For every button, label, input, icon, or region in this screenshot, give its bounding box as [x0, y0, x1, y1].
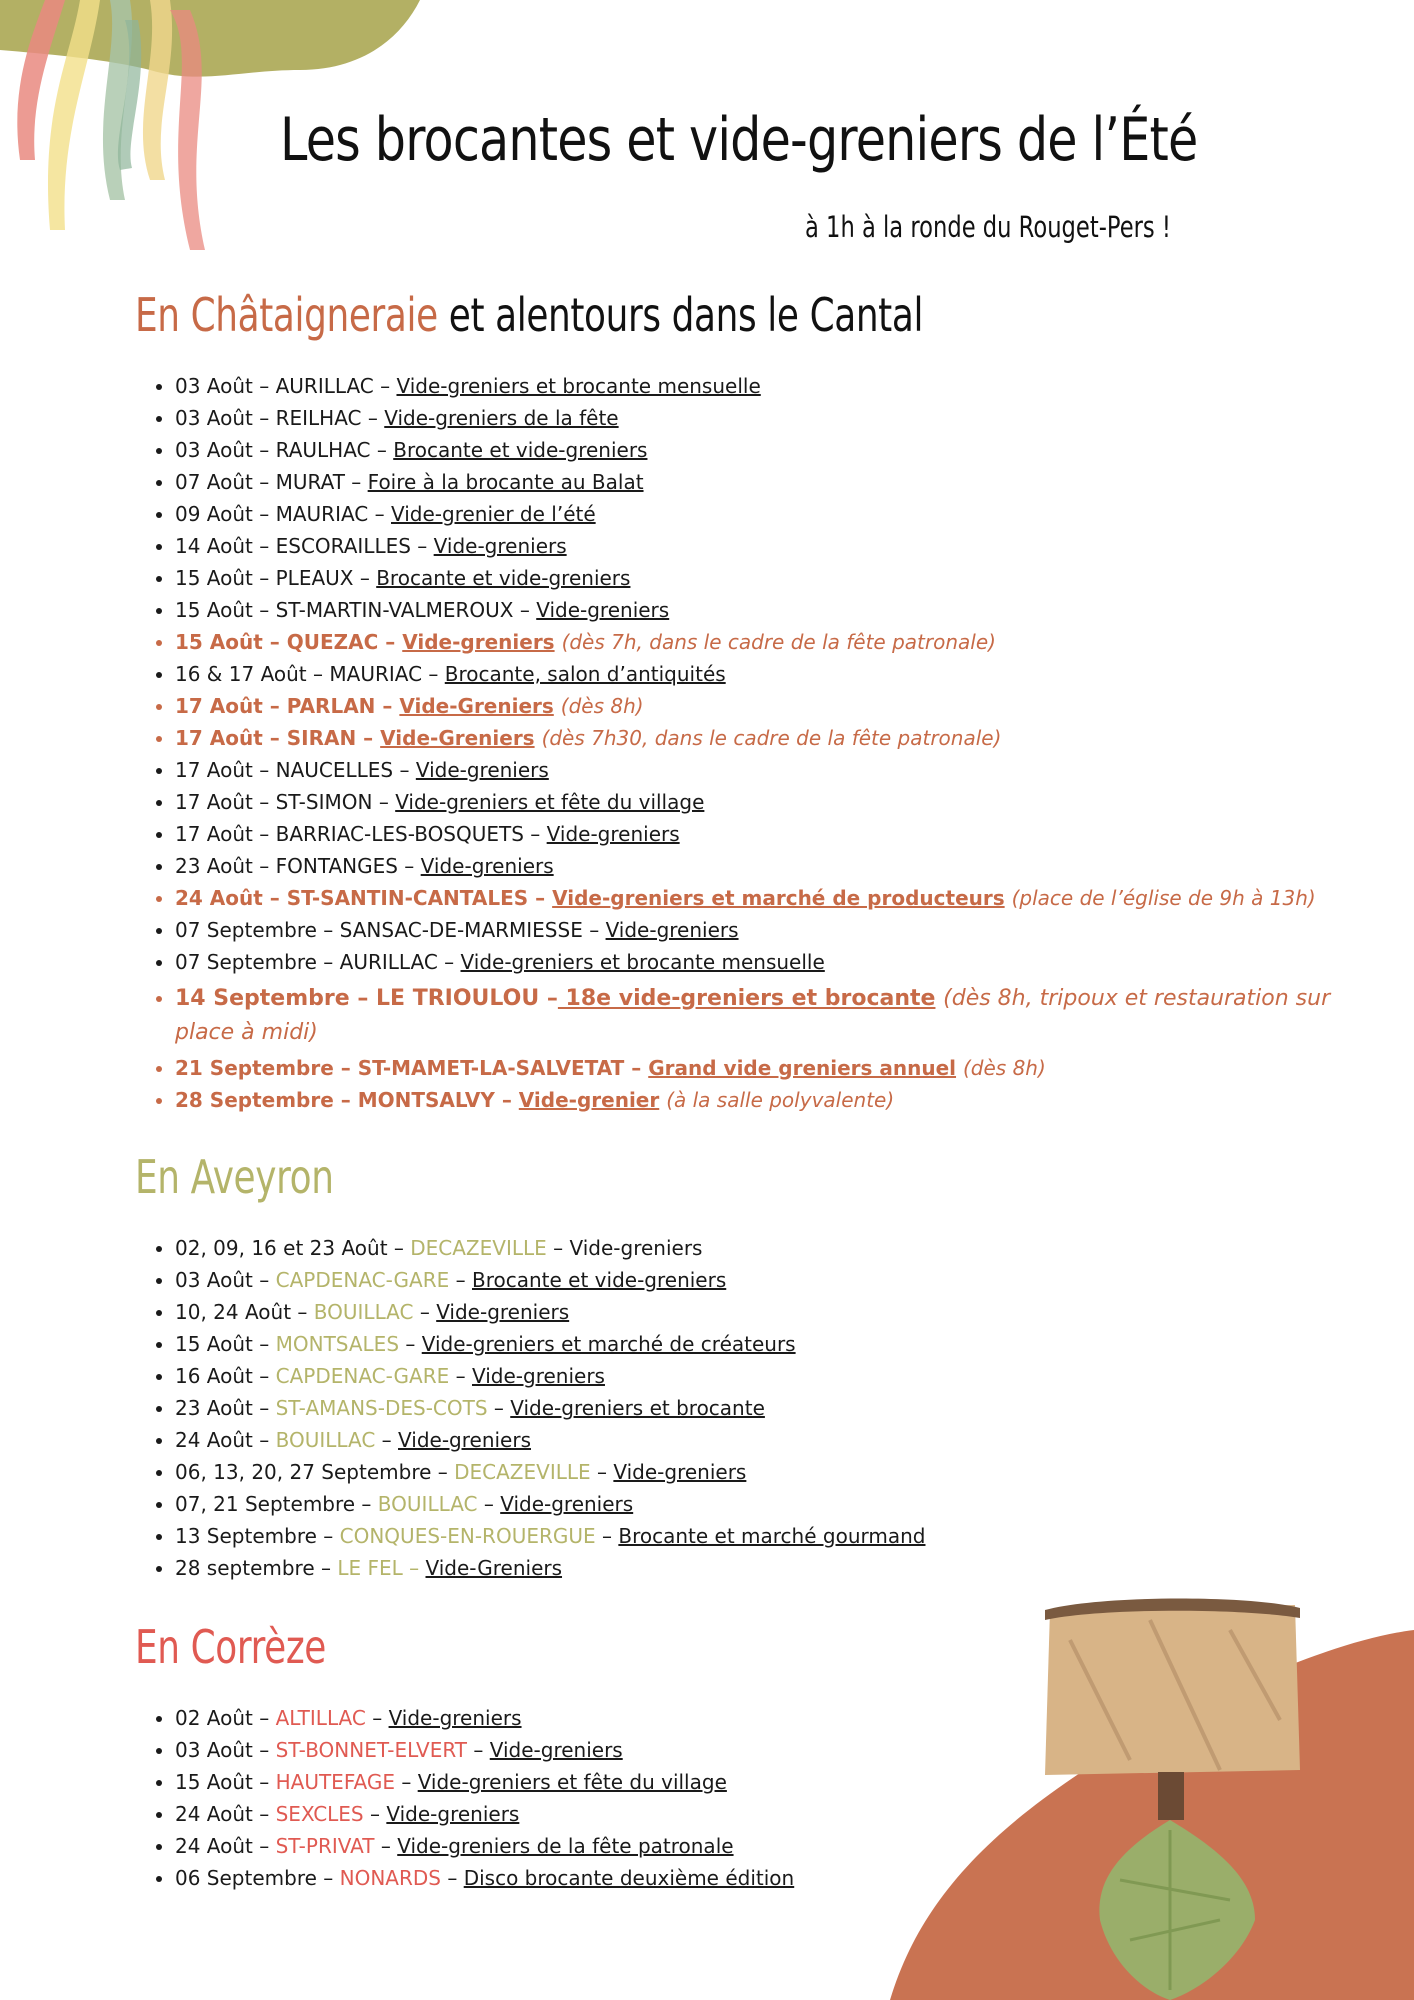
event-town: SANSAC-DE-MARMIESSE [339, 918, 583, 942]
event-link[interactable]: Brocante et marché gourmand [618, 1524, 926, 1548]
event-town: QUEZAC [286, 630, 379, 654]
list-item: • 24 Août – ST-PRIVAT – Vide-greniers de la fête patronale [175, 1830, 1335, 1862]
list-item: • 07 Août – MURAT – Foire à la brocante au Balat [175, 466, 1335, 498]
list-item: • 16 Août – CAPDENAC-GARE – Vide-greniers [175, 1360, 1335, 1392]
event-link[interactable]: Brocante et vide-greniers [376, 566, 631, 590]
event-date: 17 Août [175, 758, 253, 782]
correze-event-list [150, 1702, 1335, 1894]
event-town: MONTSALES [275, 1332, 400, 1356]
event-note: (dès 7h, dans le cadre de la fête patronale) [561, 630, 996, 654]
event-note: (dès 8h, tripoux et restauration sur place à midi) [175, 986, 1331, 1045]
list-item: • 15 Août – MONTSALES – Vide-greniers et marché de créateurs [175, 1328, 1335, 1360]
event-town: BOUILLAC [377, 1492, 478, 1516]
list-item: • 24 Août – ST-SANTIN-CANTALES – Vide-greniers et marché de producteurs (place de l’église de 9h à 13h) [175, 882, 1335, 914]
event-town: PLEAUX [275, 566, 354, 590]
list-item: • 17 Août – ST-SIMON – Vide-greniers et fête du village [175, 786, 1335, 818]
event-town: ST-MARTIN-VALMEROUX [275, 598, 514, 622]
list-item: • 02, 09, 16 et 23 Août – DECAZEVILLE – Vide-greniers [175, 1232, 1335, 1264]
event-link[interactable]: Brocante et vide-greniers [393, 438, 648, 462]
event-link[interactable]: Vide-greniers [388, 1706, 522, 1730]
list-item: • 03 Août – RAULHAC – Brocante et vide-greniers [175, 434, 1335, 466]
event-date: 28 septembre [175, 1556, 315, 1580]
event-town: BOUILLAC [313, 1300, 414, 1324]
event-date: 24 Août [175, 1428, 253, 1452]
list-item: • 03 Août – ST-BONNET-ELVERT – Vide-greniers [175, 1734, 1335, 1766]
event-town: ST-BONNET-ELVERT [275, 1738, 468, 1762]
event-town: ST-SIMON [275, 790, 373, 814]
event-date: 28 Septembre [175, 1088, 334, 1112]
event-date: 13 Septembre [175, 1524, 317, 1548]
event-date: 03 Août [175, 438, 253, 462]
event-date: 15 Août [175, 566, 253, 590]
event-note: (à la salle polyvalente) [666, 1088, 895, 1112]
event-date: 17 Août [175, 694, 263, 718]
section-heading-correze: En Corrèze [135, 1620, 326, 1674]
event-link[interactable]: Vide-greniers et fête du village [395, 790, 705, 814]
list-item: • 09 Août – MAURIAC – Vide-grenier de l’été [175, 498, 1335, 530]
event-link[interactable]: Vide-greniers et brocante mensuelle [460, 950, 825, 974]
event-date: 17 Août [175, 790, 253, 814]
list-item: • 07 Septembre – AURILLAC – Vide-greniers et brocante mensuelle [175, 946, 1335, 978]
list-item: • 03 Août – AURILLAC – Vide-greniers et brocante mensuelle [175, 370, 1335, 402]
list-item: • 07 Septembre – SANSAC-DE-MARMIESSE – Vide-greniers [175, 914, 1335, 946]
event-date: 07 Septembre [175, 918, 317, 942]
list-item: • 02 Août – ALTILLAC – Vide-greniers [175, 1702, 1335, 1734]
event-town: DECAZEVILLE [410, 1236, 547, 1260]
event-town: CAPDENAC-GARE [275, 1268, 450, 1292]
list-item: • 13 Septembre – CONQUES-EN-ROUERGUE – Brocante et marché gourmand [175, 1520, 1335, 1552]
event-note: (dès 7h30, dans le cadre de la fête patronale) [541, 726, 1002, 750]
event-town: ESCORAILLES [275, 534, 411, 558]
list-item: • 15 Août – PLEAUX – Brocante et vide-greniers [175, 562, 1335, 594]
event-date: 15 Août [175, 1770, 253, 1794]
event-town: ST-AMANS-DES-COTS [275, 1396, 488, 1420]
page-title: Les brocantes et vide-greniers de l’Été [280, 105, 1198, 175]
page-subtitle: à 1h à la ronde du Rouget-Pers ! [805, 210, 1171, 244]
event-link[interactable]: Vide-greniers [433, 534, 567, 558]
list-item: • 17 Août – BARRIAC-LES-BOSQUETS – Vide-greniers [175, 818, 1335, 850]
event-town: MAURIAC [275, 502, 369, 526]
event-link[interactable]: Brocante, salon d’antiquités [444, 662, 726, 686]
event-date: 16 Août [175, 1364, 253, 1388]
event-town: ALTILLAC [275, 1706, 366, 1730]
event-town: BOUILLAC [275, 1428, 376, 1452]
list-item: • 24 Août – BOUILLAC – Vide-greniers [175, 1424, 1335, 1456]
list-item: • 03 Août – REILHAC – Vide-greniers de la fête [175, 402, 1335, 434]
event-link[interactable]: Vide-greniers [415, 758, 549, 782]
list-item: • 06 Septembre – NONARDS – Disco brocante deuxième édition [175, 1862, 1335, 1894]
event-town: HAUTEFAGE [275, 1770, 395, 1794]
list-item: • 15 Août – ST-MARTIN-VALMEROUX – Vide-greniers [175, 594, 1335, 626]
list-item: • 06, 13, 20, 27 Septembre – DECAZEVILLE – Vide-greniers [175, 1456, 1335, 1488]
list-item: • 17 Août – SIRAN – Vide-Greniers (dès 7h30, dans le cadre de la fête patronale) [175, 722, 1335, 754]
event-town: NONARDS [339, 1866, 441, 1890]
event-date: 03 Août [175, 374, 253, 398]
event-link[interactable]: Vide-greniers et marché de producteurs [552, 886, 1005, 910]
heading-rest: et alentours dans le Cantal [437, 288, 924, 342]
event-date: 15 Août [175, 630, 263, 654]
event-town: SEXCLES [275, 1802, 364, 1826]
event-link[interactable]: Vide-greniers [420, 854, 554, 878]
event-link[interactable]: Vide-greniers [605, 918, 739, 942]
list-item: • 21 Septembre – ST-MAMET-LA-SALVETAT – Grand vide greniers annuel (dès 8h) [175, 1052, 1335, 1084]
event-date: 07 Août [175, 470, 253, 494]
section-heading-chataigneraie [135, 288, 923, 342]
event-link[interactable]: Vide-greniers [472, 1364, 605, 1388]
event-town: FONTANGES [275, 854, 398, 878]
event-note: (dès 8h) [560, 694, 644, 718]
event-town: CAPDENAC-GARE [275, 1364, 450, 1388]
event-date: 17 Août [175, 726, 263, 750]
event-date: 17 Août [175, 822, 253, 846]
event-date: 23 Août [175, 854, 253, 878]
list-item: • 15 Août – QUEZAC – Vide-greniers (dès 7h, dans le cadre de la fête patronale) [175, 626, 1335, 658]
event-town: DECAZEVILLE [454, 1460, 591, 1484]
event-link[interactable]: Vide-Greniers [425, 1556, 563, 1580]
event-link[interactable]: Vide-greniers [536, 598, 670, 622]
section-heading-aveyron: En Aveyron [135, 1150, 334, 1204]
event-date: 15 Août [175, 598, 253, 622]
event-link[interactable]: Vide-greniers et fête du village [417, 1770, 727, 1794]
event-date: 14 Septembre [175, 986, 350, 1011]
event-link[interactable]: Brocante et vide-greniers [472, 1268, 727, 1292]
event-date: 07 Septembre [175, 950, 317, 974]
list-item: • 07, 21 Septembre – BOUILLAC – Vide-greniers [175, 1488, 1335, 1520]
event-link[interactable]: Vide-greniers [398, 1428, 531, 1452]
event-link[interactable]: 18e vide-greniers et brocante [557, 986, 936, 1011]
list-item: • 28 Septembre – MONTSALVY – Vide-grenier (à la salle polyvalente) [175, 1084, 1335, 1116]
list-item: • 17 Août – NAUCELLES – Vide-greniers [175, 754, 1335, 786]
event-town: RAULHAC [275, 438, 371, 462]
event-date: 09 Août [175, 502, 253, 526]
event-town: MAURIAC [329, 662, 423, 686]
event-town: LE FEL [337, 1556, 403, 1580]
event-date: 24 Août [175, 1802, 253, 1826]
chataigneraie-event-list [150, 370, 1335, 1116]
event-link[interactable]: Vide-greniers [436, 1300, 570, 1324]
event-town: ST-SANTIN-CANTALES [286, 886, 529, 910]
event-link[interactable]: Disco brocante deuxième édition [463, 1866, 795, 1890]
event-link[interactable]: Vide-greniers [402, 630, 555, 654]
event-link[interactable]: Foire à la brocante au Balat [367, 470, 644, 494]
event-date: 15 Août [175, 1332, 253, 1356]
list-item: • 10, 24 Août – BOUILLAC – Vide-greniers [175, 1296, 1335, 1328]
event-link[interactable]: Vide-greniers [613, 1460, 747, 1484]
list-item: • 14 Août – ESCORAILLES – Vide-greniers [175, 530, 1335, 562]
event-town: CONQUES-EN-ROUERGUE [339, 1524, 596, 1548]
event-link[interactable]: Grand vide greniers annuel [648, 1056, 957, 1080]
event-link[interactable]: Vide-greniers [489, 1738, 623, 1762]
event-date: 06 Septembre [175, 1866, 317, 1890]
event-link[interactable]: Vide-greniers [386, 1802, 520, 1826]
event-date: 24 Août [175, 1834, 253, 1858]
event-town: PARLAN [286, 694, 376, 718]
event-link[interactable]: Vide-greniers de la fête [384, 406, 619, 430]
event-date: 10, 24 Août [175, 1300, 292, 1324]
list-item: • 03 Août – CAPDENAC-GARE – Brocante et vide-greniers [175, 1264, 1335, 1296]
event-note: (place de l’église de 9h à 13h) [1011, 886, 1316, 910]
event-link[interactable]: Vide-greniers [546, 822, 680, 846]
event-note: (dès 8h) [963, 1056, 1046, 1080]
event-date: 02, 09, 16 et 23 Août [175, 1236, 388, 1260]
event-town: ST-MAMET-LA-SALVETAT [357, 1056, 625, 1080]
separator: – [402, 1556, 426, 1580]
event-link[interactable]: Vide-greniers et marché de créateurs [421, 1332, 796, 1356]
event-link[interactable]: Vide-grenier [518, 1088, 660, 1112]
event-town: BARRIAC-LES-BOSQUETS [275, 822, 524, 846]
event-date: 14 Août [175, 534, 253, 558]
list-item: • 23 Août – FONTANGES – Vide-greniers [175, 850, 1335, 882]
event-link[interactable]: Vide-greniers [500, 1492, 634, 1516]
event-date: 16 & 17 Août [175, 662, 307, 686]
event-town: MONTSALVY [357, 1088, 495, 1112]
event-town: REILHAC [275, 406, 362, 430]
list-item: • 16 & 17 Août – MAURIAC – Brocante, salon d’antiquités [175, 658, 1335, 690]
event-link[interactable]: Vide-greniers et brocante mensuelle [396, 374, 761, 398]
event-town: SIRAN [286, 726, 357, 750]
event-town: LE TRIOULOU [376, 986, 540, 1011]
event-date: 21 Septembre [175, 1056, 334, 1080]
event-date: 24 Août [175, 886, 263, 910]
event-date: 07, 21 Septembre [175, 1492, 356, 1516]
event-link[interactable]: Vide-Greniers [380, 726, 535, 750]
list-item: • 15 Août – HAUTEFAGE – Vide-greniers et fête du village [175, 1766, 1335, 1798]
list-item: • 28 septembre – LE FEL – Vide-Greniers [175, 1552, 1335, 1584]
event-town: ST-PRIVAT [275, 1834, 375, 1858]
event-date: 06, 13, 20, 27 Septembre [175, 1460, 432, 1484]
event-town: MURAT [275, 470, 345, 494]
event-date: 02 Août [175, 1706, 253, 1730]
event-link[interactable]: Vide-Greniers [399, 694, 554, 718]
event-date: 03 Août [175, 1268, 253, 1292]
event-date: 03 Août [175, 406, 253, 430]
event-date: 03 Août [175, 1738, 253, 1762]
event-link[interactable]: Vide-grenier de l’été [391, 502, 596, 526]
heading-highlight: En Châtaigneraie [135, 288, 438, 342]
event-link[interactable]: Vide-greniers et brocante [510, 1396, 765, 1420]
list-item: • 17 Août – PARLAN – Vide-Greniers (dès 8h) [175, 690, 1335, 722]
list-item: • 23 Août – ST-AMANS-DES-COTS – Vide-greniers et brocante [175, 1392, 1335, 1424]
event-town: AURILLAC [275, 374, 374, 398]
list-item: • 14 Septembre – LE TRIOULOU – 18e vide-greniers et brocante (dès 8h, tripoux et restauration sur place à midi) [175, 982, 1335, 1050]
event-town: AURILLAC [339, 950, 438, 974]
aveyron-event-list [150, 1232, 1335, 1584]
event-date: 23 Août [175, 1396, 253, 1420]
event-link[interactable]: Vide-greniers de la fête patronale [397, 1834, 734, 1858]
list-item: • 24 Août – SEXCLES – Vide-greniers [175, 1798, 1335, 1830]
event-label: Vide-greniers [569, 1236, 703, 1260]
event-town: NAUCELLES [275, 758, 394, 782]
